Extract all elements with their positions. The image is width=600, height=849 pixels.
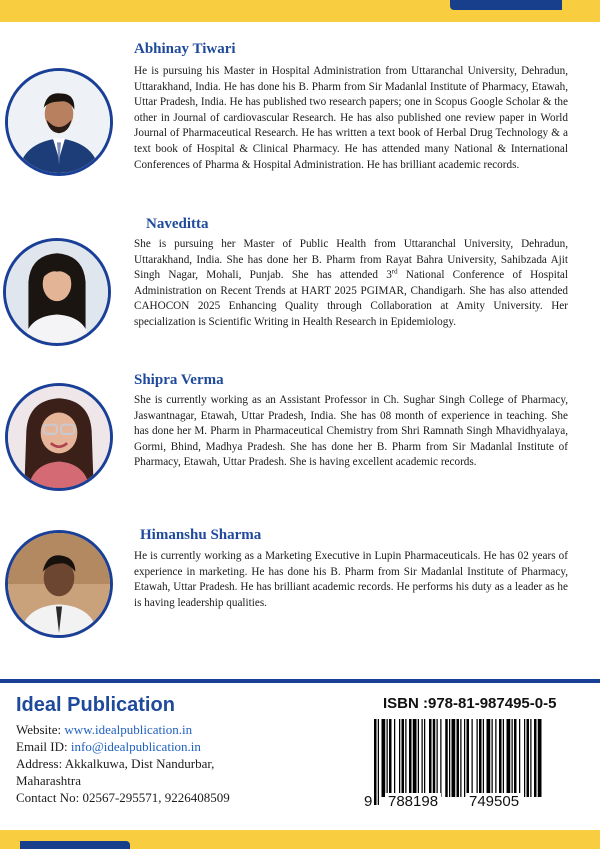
author-photo-naveditta — [3, 238, 111, 346]
barcode-bar — [530, 719, 531, 797]
barcode-bar — [399, 719, 400, 797]
barcode-bar — [467, 719, 470, 797]
barcode-bar — [378, 719, 379, 805]
barcode-bar — [449, 719, 450, 797]
barcode-bar — [418, 719, 419, 797]
portrait-icon — [8, 533, 110, 635]
barcode-bar — [424, 719, 425, 797]
barcode-bar — [374, 719, 377, 805]
bottom-blue-tab — [20, 841, 130, 849]
portrait-icon — [8, 71, 110, 173]
barcode-bar — [429, 719, 432, 797]
publisher-website: Website: www.idealpublication.in — [16, 722, 193, 737]
barcode-bar — [512, 719, 513, 797]
barcode-bar — [514, 719, 517, 797]
barcode-bar — [452, 719, 456, 797]
barcode-bar — [464, 719, 465, 797]
barcode-digits-right: 749505 — [466, 793, 522, 810]
author-name: Abhinay Tiwari — [134, 41, 236, 57]
author-bio: He is pursuing his Master in Hospital Administration from Uttaranchal University, Dehradun, Uttarakhand, India. He has done his B. Pharm from Sir Madanlal Institute of Pharmacy, Etawah, Uttar Pradesh, India. He has published two research papers; one in Scopus Google Scholar & the other in Journal of cardiovascular Research. He has also published one review paper in World Journal of Pharmaceutical Research. He has written a text book of Herbal Drug Technology & a text book of Hospital & Clinical Pharmacy. He has attended many National & International Conferences of Pharma & Hospital Administration. He has brilliant academic records. — [134, 65, 568, 171]
publisher-address-line2: Maharashtra — [16, 773, 81, 788]
barcode-bar — [460, 719, 461, 797]
barcode-digit-first: 9 — [364, 793, 373, 810]
barcode-bar — [437, 719, 438, 797]
publisher-name: Ideal Publication — [16, 694, 175, 716]
barcode-bar — [440, 719, 441, 797]
barcode-bar — [445, 719, 448, 797]
portrait-icon — [6, 241, 108, 343]
barcode-bar — [422, 719, 423, 797]
publisher-contact: Contact No: 02567-295571, 9226408509 — [16, 790, 230, 805]
barcode-bar — [503, 719, 504, 797]
author-bio: She is currently working as an Assistant Professor in Ch. Sughar Singh College of Pharmacy, Jaswantnagar, Etawah, Uttar Pradesh, India. She has 08 month of experience in teaching. She has done her M. Pharm in Pharmaceutical Chemistry from Shri Ramnath Singh Mhavidhyalaya, Gormi, Bhind, Madhya Pradesh. She has done her B. Pharm from Sir Madanlal Institute of Pharmacy, Etawah, Uttar Pradesh. She is having excellent academic records. — [134, 394, 568, 469]
barcode-bar — [409, 719, 412, 797]
author-photo-abhinay — [5, 68, 113, 176]
author-bio: He is currently working as a Marketing Executive in Lupin Pharmaceuticals. He has 02 years of experience in marketing. He has done his B. Pharm from Sir Madanlal Institute of Pharmacy, Etawah, Uttar Pradesh. He has brilliant academic records. He performs his duty as a leader as he is having leadership qualities. — [134, 550, 568, 609]
email-link[interactable]: info@idealpublication.in — [70, 739, 201, 754]
barcode-bar — [405, 719, 406, 797]
barcode-bar — [538, 719, 542, 797]
footer-divider — [0, 679, 600, 683]
barcode-digits-left: 788198 — [385, 793, 441, 810]
top-blue-tab — [450, 0, 562, 10]
barcode-bar — [402, 719, 405, 797]
author-photo-himanshu — [5, 530, 113, 638]
website-link[interactable]: www.idealpublication.in — [64, 722, 193, 737]
author-photo-shipra — [5, 383, 113, 491]
barcode-bar — [479, 719, 482, 797]
publisher-email: Email ID: info@idealpublication.in — [16, 739, 201, 754]
publisher-address: Address: Akkalkuwa, Dist Nandurbar, — [16, 756, 215, 771]
barcode-bar — [413, 719, 417, 797]
barcode-bar — [483, 719, 484, 797]
portrait-icon — [8, 386, 110, 488]
author-name: Naveditta — [146, 216, 209, 232]
barcode-bar — [382, 719, 386, 797]
barcode-bar — [457, 719, 460, 797]
barcode-bar — [519, 719, 520, 797]
barcode-bar — [524, 719, 525, 797]
barcode-bar — [534, 719, 537, 797]
barcode-bar — [433, 719, 436, 797]
barcode-bar — [495, 719, 496, 797]
barcode-bar — [394, 719, 395, 797]
author-name: Shipra Verma — [134, 372, 224, 388]
barcode-bar — [487, 719, 491, 797]
author-bio: She is pursuing her Master of Public Health from Uttaranchal University, Dehradun, Uttarakhand, India. She has done her B. Pharm from Rayat Bahra University, Sahibzada Ajit Singh Nagar, Mohali, Punjab. She has attended 3rd National Conference of Hospital Administration on Recent Trends at HART 2025 PGIMAR, Chandigarh. She has also attended CAHOCON 2025 Enhancing Quality through Collaboration at Amity University. Her specialization is Scientific Writing in Health Research in Epidemiology. — [134, 238, 568, 328]
barcode-bar — [387, 719, 388, 797]
barcode-bar — [389, 719, 392, 797]
barcode-bar — [472, 719, 473, 797]
barcode-bar — [527, 719, 530, 797]
barcode-bar — [477, 719, 478, 797]
author-name: Himanshu Sharma — [140, 527, 262, 543]
barcode-bar — [507, 719, 511, 797]
isbn-label: ISBN :978-81-987495-0-5 — [383, 695, 557, 712]
barcode-bar — [499, 719, 502, 797]
